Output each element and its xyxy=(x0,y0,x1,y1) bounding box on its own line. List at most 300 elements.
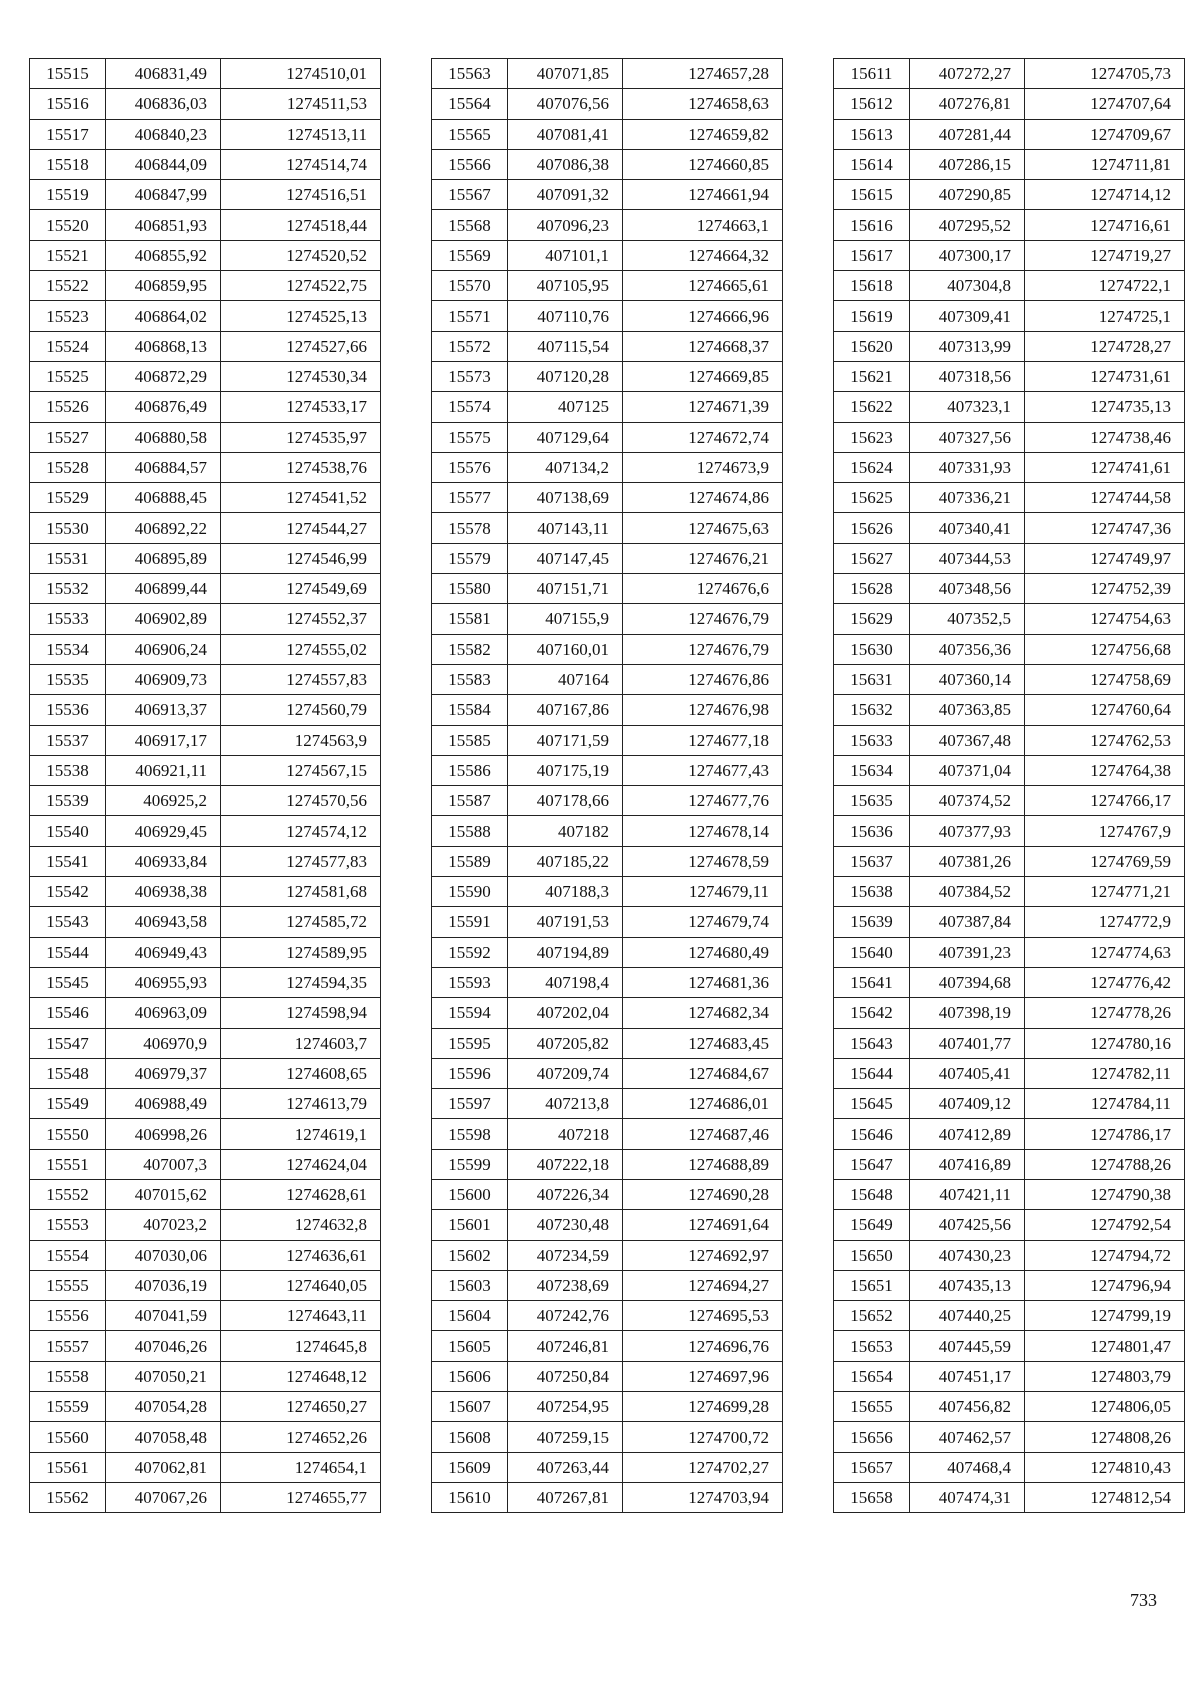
x-coordinate-cell: 407360,14 xyxy=(910,664,1025,694)
table-row xyxy=(432,604,783,634)
point-number-cell: 15601 xyxy=(432,1210,508,1240)
x-coordinate-cell: 407213,8 xyxy=(508,1089,623,1119)
y-coordinate-cell: 1274636,61 xyxy=(221,1240,381,1270)
x-coordinate-cell: 407286,15 xyxy=(910,149,1025,179)
point-number-cell: 15527 xyxy=(30,422,106,452)
table-row xyxy=(432,786,783,816)
point-number-cell: 15655 xyxy=(834,1392,910,1422)
point-number-cell: 15623 xyxy=(834,422,910,452)
y-coordinate-cell: 1274581,68 xyxy=(221,877,381,907)
y-coordinate-cell: 1274694,27 xyxy=(623,1270,783,1300)
x-coordinate-cell: 407367,48 xyxy=(910,725,1025,755)
point-number-cell: 15533 xyxy=(30,604,106,634)
y-coordinate-cell: 1274516,51 xyxy=(221,180,381,210)
table-row xyxy=(834,513,1185,543)
y-coordinate-cell: 1274563,9 xyxy=(221,725,381,755)
point-number-cell: 15576 xyxy=(432,452,508,482)
table-row xyxy=(834,240,1185,270)
point-number-cell: 15530 xyxy=(30,513,106,543)
table-row xyxy=(30,846,381,876)
y-coordinate-cell: 1274784,11 xyxy=(1025,1089,1185,1119)
point-number-cell: 15617 xyxy=(834,240,910,270)
x-coordinate-cell: 407058,48 xyxy=(106,1422,221,1452)
x-coordinate-cell: 407110,76 xyxy=(508,301,623,331)
x-coordinate-cell: 407309,41 xyxy=(910,301,1025,331)
y-coordinate-cell: 1274714,12 xyxy=(1025,180,1185,210)
x-coordinate-cell: 407155,9 xyxy=(508,604,623,634)
table-row xyxy=(30,210,381,240)
table-row xyxy=(432,1331,783,1361)
point-number-cell: 15629 xyxy=(834,604,910,634)
table-row xyxy=(30,1058,381,1088)
table-row xyxy=(834,1422,1185,1452)
point-number-cell: 15616 xyxy=(834,210,910,240)
table-row xyxy=(432,907,783,937)
table-row xyxy=(30,937,381,967)
y-coordinate-cell: 1274520,52 xyxy=(221,240,381,270)
point-number-cell: 15519 xyxy=(30,180,106,210)
point-number-cell: 15535 xyxy=(30,664,106,694)
y-coordinate-cell: 1274788,26 xyxy=(1025,1149,1185,1179)
y-coordinate-cell: 1274794,72 xyxy=(1025,1240,1185,1270)
table-row xyxy=(30,392,381,422)
y-coordinate-cell: 1274665,61 xyxy=(623,271,783,301)
y-coordinate-cell: 1274752,39 xyxy=(1025,574,1185,604)
x-coordinate-cell: 407185,22 xyxy=(508,846,623,876)
point-number-cell: 15600 xyxy=(432,1179,508,1209)
point-number-cell: 15561 xyxy=(30,1452,106,1482)
x-coordinate-cell: 407401,77 xyxy=(910,1028,1025,1058)
table-row xyxy=(432,1240,783,1270)
y-coordinate-cell: 1274677,76 xyxy=(623,786,783,816)
y-coordinate-cell: 1274676,79 xyxy=(623,604,783,634)
point-number-cell: 15610 xyxy=(432,1482,508,1512)
point-number-cell: 15580 xyxy=(432,574,508,604)
table-row xyxy=(30,119,381,149)
point-number-cell: 15520 xyxy=(30,210,106,240)
point-number-cell: 15612 xyxy=(834,89,910,119)
table-row xyxy=(30,513,381,543)
point-number-cell: 15584 xyxy=(432,695,508,725)
x-coordinate-cell: 406998,26 xyxy=(106,1119,221,1149)
table-row xyxy=(834,1452,1185,1482)
x-coordinate-cell: 407120,28 xyxy=(508,361,623,391)
table-row xyxy=(834,725,1185,755)
table-row xyxy=(432,695,783,725)
point-number-cell: 15578 xyxy=(432,513,508,543)
table-row xyxy=(30,361,381,391)
table-row xyxy=(834,664,1185,694)
x-coordinate-cell: 407007,3 xyxy=(106,1149,221,1179)
y-coordinate-cell: 1274705,73 xyxy=(1025,59,1185,89)
table-row xyxy=(432,816,783,846)
x-coordinate-cell: 407468,4 xyxy=(910,1452,1025,1482)
table-row xyxy=(432,392,783,422)
y-coordinate-cell: 1274555,02 xyxy=(221,634,381,664)
y-coordinate-cell: 1274683,45 xyxy=(623,1028,783,1058)
x-coordinate-cell: 407391,23 xyxy=(910,937,1025,967)
y-coordinate-cell: 1274669,85 xyxy=(623,361,783,391)
y-coordinate-cell: 1274686,01 xyxy=(623,1089,783,1119)
y-coordinate-cell: 1274530,34 xyxy=(221,361,381,391)
x-coordinate-cell: 407412,89 xyxy=(910,1119,1025,1149)
table-row xyxy=(432,422,783,452)
table-row xyxy=(30,877,381,907)
point-number-cell: 15559 xyxy=(30,1392,106,1422)
table-row xyxy=(30,59,381,89)
table-row xyxy=(834,1210,1185,1240)
point-number-cell: 15556 xyxy=(30,1301,106,1331)
y-coordinate-cell: 1274709,67 xyxy=(1025,119,1185,149)
x-coordinate-cell: 406902,89 xyxy=(106,604,221,634)
x-coordinate-cell: 406864,02 xyxy=(106,301,221,331)
y-coordinate-cell: 1274754,63 xyxy=(1025,604,1185,634)
x-coordinate-cell: 407336,21 xyxy=(910,483,1025,513)
y-coordinate-cell: 1274533,17 xyxy=(221,392,381,422)
table-row xyxy=(30,452,381,482)
point-number-cell: 15521 xyxy=(30,240,106,270)
y-coordinate-cell: 1274756,68 xyxy=(1025,634,1185,664)
y-coordinate-cell: 1274624,04 xyxy=(221,1149,381,1179)
table-row xyxy=(30,331,381,361)
x-coordinate-cell: 407198,4 xyxy=(508,967,623,997)
point-number-cell: 15574 xyxy=(432,392,508,422)
x-coordinate-cell: 406868,13 xyxy=(106,331,221,361)
point-number-cell: 15650 xyxy=(834,1240,910,1270)
x-coordinate-cell: 406899,44 xyxy=(106,574,221,604)
table-row xyxy=(432,361,783,391)
y-coordinate-cell: 1274668,37 xyxy=(623,331,783,361)
table-row xyxy=(834,1331,1185,1361)
coordinate-table-1 xyxy=(29,58,381,1513)
table-row xyxy=(834,452,1185,482)
x-coordinate-cell: 406851,93 xyxy=(106,210,221,240)
table-row xyxy=(432,1452,783,1482)
table-row xyxy=(30,1240,381,1270)
y-coordinate-cell: 1274660,85 xyxy=(623,149,783,179)
y-coordinate-cell: 1274806,05 xyxy=(1025,1392,1185,1422)
table-row xyxy=(30,907,381,937)
x-coordinate-cell: 407167,86 xyxy=(508,695,623,725)
table-row xyxy=(432,634,783,664)
table-row xyxy=(432,1179,783,1209)
table-row xyxy=(432,1422,783,1452)
x-coordinate-cell: 407318,56 xyxy=(910,361,1025,391)
x-coordinate-cell: 406892,22 xyxy=(106,513,221,543)
x-coordinate-cell: 407134,2 xyxy=(508,452,623,482)
x-coordinate-cell: 406872,29 xyxy=(106,361,221,391)
table-row xyxy=(30,483,381,513)
table-row xyxy=(30,786,381,816)
x-coordinate-cell: 407304,8 xyxy=(910,271,1025,301)
y-coordinate-cell: 1274679,74 xyxy=(623,907,783,937)
point-number-cell: 15611 xyxy=(834,59,910,89)
x-coordinate-cell: 407462,57 xyxy=(910,1422,1025,1452)
table-row xyxy=(834,483,1185,513)
x-coordinate-cell: 407071,85 xyxy=(508,59,623,89)
x-coordinate-cell: 406970,9 xyxy=(106,1028,221,1058)
table-row xyxy=(834,1149,1185,1179)
point-number-cell: 15653 xyxy=(834,1331,910,1361)
x-coordinate-cell: 407323,1 xyxy=(910,392,1025,422)
table-row xyxy=(30,240,381,270)
y-coordinate-cell: 1274796,94 xyxy=(1025,1270,1185,1300)
y-coordinate-cell: 1274613,79 xyxy=(221,1089,381,1119)
x-coordinate-cell: 406888,45 xyxy=(106,483,221,513)
point-number-cell: 15549 xyxy=(30,1089,106,1119)
table-row xyxy=(834,1119,1185,1149)
y-coordinate-cell: 1274778,26 xyxy=(1025,998,1185,1028)
table-row xyxy=(432,301,783,331)
point-number-cell: 15554 xyxy=(30,1240,106,1270)
point-number-cell: 15658 xyxy=(834,1482,910,1512)
table-row xyxy=(834,149,1185,179)
x-coordinate-cell: 407222,18 xyxy=(508,1149,623,1179)
point-number-cell: 15531 xyxy=(30,543,106,573)
table-row xyxy=(834,998,1185,1028)
x-coordinate-cell: 406933,84 xyxy=(106,846,221,876)
point-number-cell: 15657 xyxy=(834,1452,910,1482)
y-coordinate-cell: 1274598,94 xyxy=(221,998,381,1028)
table-row xyxy=(432,1028,783,1058)
table-row xyxy=(30,89,381,119)
point-number-cell: 15522 xyxy=(30,271,106,301)
x-coordinate-cell: 407381,26 xyxy=(910,846,1025,876)
table-row xyxy=(834,967,1185,997)
table-row xyxy=(834,907,1185,937)
point-number-cell: 15636 xyxy=(834,816,910,846)
point-number-cell: 15581 xyxy=(432,604,508,634)
table-row xyxy=(834,634,1185,664)
table-row xyxy=(30,1392,381,1422)
x-coordinate-cell: 407178,66 xyxy=(508,786,623,816)
x-coordinate-cell: 407344,53 xyxy=(910,543,1025,573)
point-number-cell: 15532 xyxy=(30,574,106,604)
table-row xyxy=(432,1270,783,1300)
y-coordinate-cell: 1274792,54 xyxy=(1025,1210,1185,1240)
x-coordinate-cell: 407425,56 xyxy=(910,1210,1025,1240)
y-coordinate-cell: 1274764,38 xyxy=(1025,755,1185,785)
x-coordinate-cell: 407242,76 xyxy=(508,1301,623,1331)
x-coordinate-cell: 407194,89 xyxy=(508,937,623,967)
y-coordinate-cell: 1274780,16 xyxy=(1025,1028,1185,1058)
point-number-cell: 15595 xyxy=(432,1028,508,1058)
x-coordinate-cell: 406859,95 xyxy=(106,271,221,301)
y-coordinate-cell: 1274658,63 xyxy=(623,89,783,119)
point-number-cell: 15628 xyxy=(834,574,910,604)
x-coordinate-cell: 407050,21 xyxy=(106,1361,221,1391)
x-coordinate-cell: 407143,11 xyxy=(508,513,623,543)
point-number-cell: 15523 xyxy=(30,301,106,331)
table-row xyxy=(30,755,381,785)
table-row xyxy=(30,1119,381,1149)
point-number-cell: 15638 xyxy=(834,877,910,907)
x-coordinate-cell: 407036,19 xyxy=(106,1270,221,1300)
y-coordinate-cell: 1274672,74 xyxy=(623,422,783,452)
x-coordinate-cell: 406880,58 xyxy=(106,422,221,452)
x-coordinate-cell: 407440,25 xyxy=(910,1301,1025,1331)
table-row xyxy=(834,210,1185,240)
y-coordinate-cell: 1274663,1 xyxy=(623,210,783,240)
y-coordinate-cell: 1274680,49 xyxy=(623,937,783,967)
y-coordinate-cell: 1274676,98 xyxy=(623,695,783,725)
point-number-cell: 15552 xyxy=(30,1179,106,1209)
y-coordinate-cell: 1274716,61 xyxy=(1025,210,1185,240)
point-number-cell: 15632 xyxy=(834,695,910,725)
point-number-cell: 15516 xyxy=(30,89,106,119)
point-number-cell: 15613 xyxy=(834,119,910,149)
table-row xyxy=(30,574,381,604)
point-number-cell: 15572 xyxy=(432,331,508,361)
point-number-cell: 15646 xyxy=(834,1119,910,1149)
table-row xyxy=(834,59,1185,89)
table-row xyxy=(834,1028,1185,1058)
y-coordinate-cell: 1274690,28 xyxy=(623,1179,783,1209)
table-row xyxy=(30,271,381,301)
point-number-cell: 15539 xyxy=(30,786,106,816)
table-row xyxy=(30,998,381,1028)
table-gap xyxy=(783,58,833,1513)
y-coordinate-cell: 1274681,36 xyxy=(623,967,783,997)
x-coordinate-cell: 407151,71 xyxy=(508,574,623,604)
point-number-cell: 15568 xyxy=(432,210,508,240)
point-number-cell: 15524 xyxy=(30,331,106,361)
point-number-cell: 15577 xyxy=(432,483,508,513)
x-coordinate-cell: 407218 xyxy=(508,1119,623,1149)
point-number-cell: 15605 xyxy=(432,1331,508,1361)
point-number-cell: 15586 xyxy=(432,755,508,785)
x-coordinate-cell: 407205,82 xyxy=(508,1028,623,1058)
table-row xyxy=(30,634,381,664)
table-row xyxy=(30,180,381,210)
point-number-cell: 15517 xyxy=(30,119,106,149)
table-row xyxy=(432,483,783,513)
y-coordinate-cell: 1274518,44 xyxy=(221,210,381,240)
point-number-cell: 15536 xyxy=(30,695,106,725)
x-coordinate-cell: 407371,04 xyxy=(910,755,1025,785)
table-row xyxy=(432,1058,783,1088)
point-number-cell: 15518 xyxy=(30,149,106,179)
y-coordinate-cell: 1274782,11 xyxy=(1025,1058,1185,1088)
point-number-cell: 15543 xyxy=(30,907,106,937)
table-row xyxy=(834,361,1185,391)
x-coordinate-cell: 406855,92 xyxy=(106,240,221,270)
y-coordinate-cell: 1274700,72 xyxy=(623,1422,783,1452)
y-coordinate-cell: 1274676,21 xyxy=(623,543,783,573)
y-coordinate-cell: 1274671,39 xyxy=(623,392,783,422)
x-coordinate-cell: 407405,41 xyxy=(910,1058,1025,1088)
x-coordinate-cell: 407435,13 xyxy=(910,1270,1025,1300)
point-number-cell: 15588 xyxy=(432,816,508,846)
y-coordinate-cell: 1274666,96 xyxy=(623,301,783,331)
point-number-cell: 15598 xyxy=(432,1119,508,1149)
x-coordinate-cell: 407445,59 xyxy=(910,1331,1025,1361)
table-row xyxy=(30,725,381,755)
x-coordinate-cell: 407456,82 xyxy=(910,1392,1025,1422)
y-coordinate-cell: 1274682,34 xyxy=(623,998,783,1028)
table-row xyxy=(30,422,381,452)
table-row xyxy=(432,846,783,876)
table-row xyxy=(834,331,1185,361)
x-coordinate-cell: 407430,23 xyxy=(910,1240,1025,1270)
point-number-cell: 15544 xyxy=(30,937,106,967)
point-number-cell: 15528 xyxy=(30,452,106,482)
y-coordinate-cell: 1274541,52 xyxy=(221,483,381,513)
y-coordinate-cell: 1274677,43 xyxy=(623,755,783,785)
table-row xyxy=(30,1422,381,1452)
point-number-cell: 15551 xyxy=(30,1149,106,1179)
point-number-cell: 15633 xyxy=(834,725,910,755)
table-row xyxy=(432,998,783,1028)
point-number-cell: 15644 xyxy=(834,1058,910,1088)
x-coordinate-cell: 407041,59 xyxy=(106,1301,221,1331)
point-number-cell: 15573 xyxy=(432,361,508,391)
table-row xyxy=(432,1392,783,1422)
x-coordinate-cell: 407451,17 xyxy=(910,1361,1025,1391)
y-coordinate-cell: 1274738,46 xyxy=(1025,422,1185,452)
x-coordinate-cell: 407046,26 xyxy=(106,1331,221,1361)
point-number-cell: 15648 xyxy=(834,1179,910,1209)
point-number-cell: 15562 xyxy=(30,1482,106,1512)
y-coordinate-cell: 1274603,7 xyxy=(221,1028,381,1058)
point-number-cell: 15622 xyxy=(834,392,910,422)
point-number-cell: 15618 xyxy=(834,271,910,301)
x-coordinate-cell: 407300,17 xyxy=(910,240,1025,270)
table-row xyxy=(834,422,1185,452)
point-number-cell: 15565 xyxy=(432,119,508,149)
x-coordinate-cell: 407054,28 xyxy=(106,1392,221,1422)
table-row xyxy=(834,271,1185,301)
point-number-cell: 15591 xyxy=(432,907,508,937)
y-coordinate-cell: 1274552,37 xyxy=(221,604,381,634)
x-coordinate-cell: 407250,84 xyxy=(508,1361,623,1391)
y-coordinate-cell: 1274799,19 xyxy=(1025,1301,1185,1331)
y-coordinate-cell: 1274695,53 xyxy=(623,1301,783,1331)
x-coordinate-cell: 407384,52 xyxy=(910,877,1025,907)
x-coordinate-cell: 407352,5 xyxy=(910,604,1025,634)
point-number-cell: 15609 xyxy=(432,1452,508,1482)
table-row xyxy=(834,1240,1185,1270)
y-coordinate-cell: 1274546,99 xyxy=(221,543,381,573)
y-coordinate-cell: 1274619,1 xyxy=(221,1119,381,1149)
y-coordinate-cell: 1274725,1 xyxy=(1025,301,1185,331)
table-row xyxy=(834,755,1185,785)
table-row xyxy=(30,1331,381,1361)
x-coordinate-cell: 407377,93 xyxy=(910,816,1025,846)
x-coordinate-cell: 407259,15 xyxy=(508,1422,623,1452)
y-coordinate-cell: 1274585,72 xyxy=(221,907,381,937)
y-coordinate-cell: 1274769,59 xyxy=(1025,846,1185,876)
x-coordinate-cell: 406949,43 xyxy=(106,937,221,967)
table-row xyxy=(30,604,381,634)
x-coordinate-cell: 407191,53 xyxy=(508,907,623,937)
y-coordinate-cell: 1274652,26 xyxy=(221,1422,381,1452)
y-coordinate-cell: 1274673,9 xyxy=(623,452,783,482)
y-coordinate-cell: 1274728,27 xyxy=(1025,331,1185,361)
point-number-cell: 15553 xyxy=(30,1210,106,1240)
table-row xyxy=(432,271,783,301)
table-row xyxy=(432,210,783,240)
table-row xyxy=(834,89,1185,119)
x-coordinate-cell: 407023,2 xyxy=(106,1210,221,1240)
table-row xyxy=(30,816,381,846)
point-number-cell: 15593 xyxy=(432,967,508,997)
x-coordinate-cell: 407474,31 xyxy=(910,1482,1025,1512)
point-number-cell: 15627 xyxy=(834,543,910,573)
table-row xyxy=(834,301,1185,331)
y-coordinate-cell: 1274749,97 xyxy=(1025,543,1185,573)
point-number-cell: 15540 xyxy=(30,816,106,846)
